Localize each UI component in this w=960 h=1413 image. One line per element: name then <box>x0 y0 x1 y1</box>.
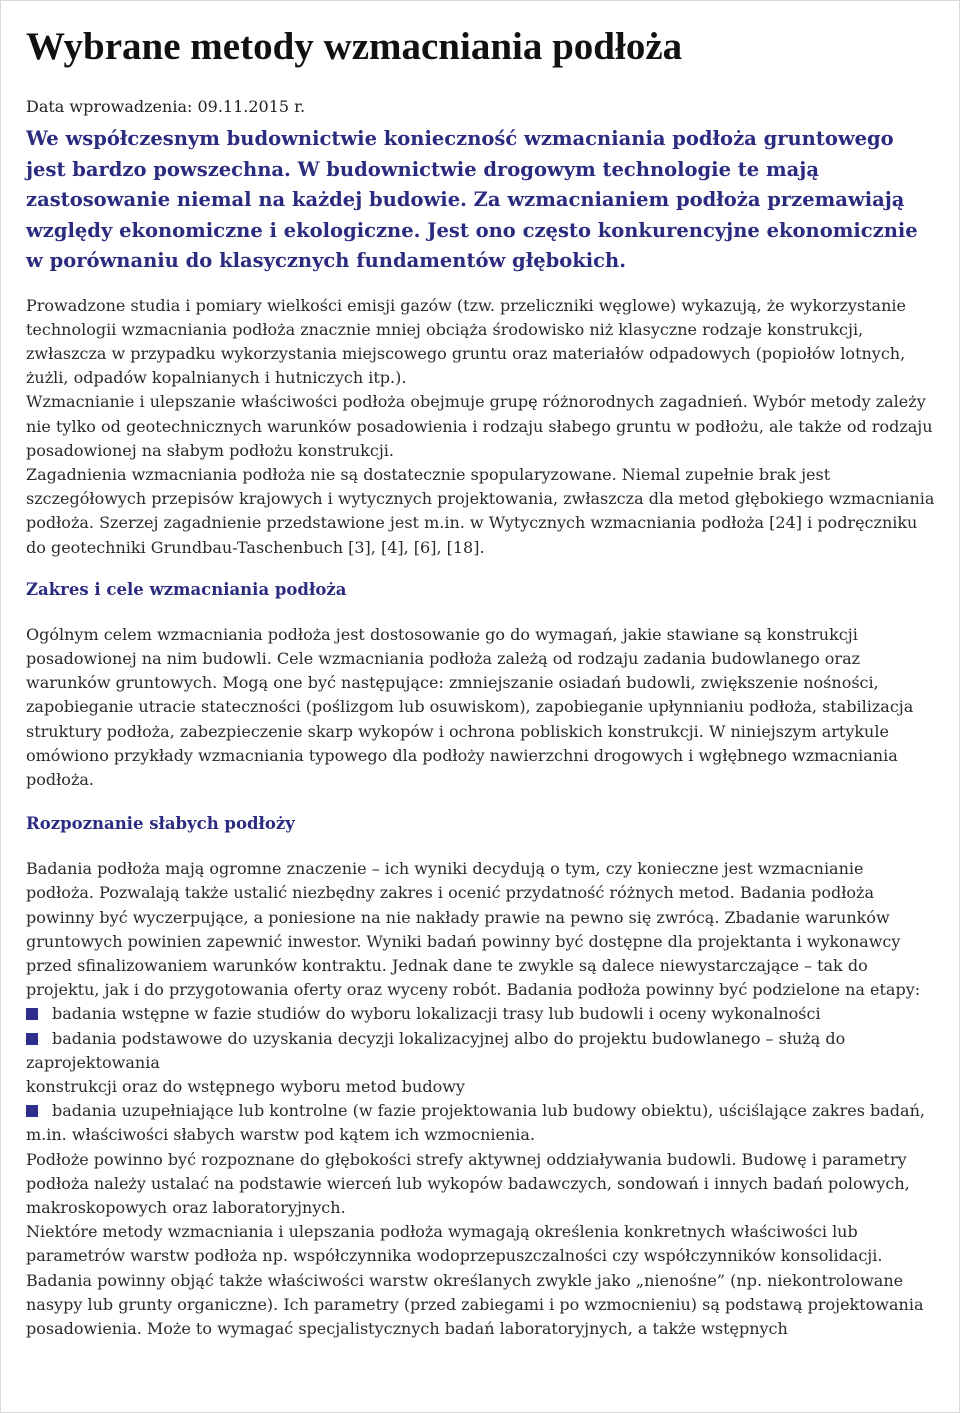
intro-paragraph-2: Wzmacnianie i ulepszanie właściwości podłoża obejmuje grupę różnorodnych zagadnień. Wybór metody zależy nie tylko od geotechnicznych warunków posadowienia i rodzaju słabego gruntu w podłożu, ale także od rodzaju posadowionej na słabym podłożu konstrukcji. <box>26 392 933 460</box>
list-continuation: konstrukcji oraz do wstępnego wyboru metod budowy <box>26 1076 465 1096</box>
lead-paragraph: We współczesnym budownictwie konieczność wzmacniania podłoża gruntowego jest bardzo powszechna. W budownictwie drogowym technologie te mają zastosowanie niemal na każdej budowie. Za wzmacnianiem podłoża przemawiają względy ekonomiczne i ekologiczne. Jest ono często konkurencyjne ekonomicznie w porównaniu do klasycznych fundamentów głębokich. <box>26 127 918 272</box>
square-bullet-icon <box>26 1105 38 1117</box>
stages-list <box>26 1002 935 1075</box>
stages-list-continued <box>26 1099 935 1147</box>
intro-paragraph-3: Zagadnienia wzmacniania podłoża nie są dostatecznie spopularyzowane. Niemal zupełnie brak jest szczegółowych przepisów krajowych i wytycznych projektowania, zwłaszcza dla metod głębokiego wzmacniania podłoża. Szerzej zagadnienie przedstawione jest m.in. w Wytycznych wzmacniania podłoża [24] i podręczniku do geotechniki Grundbau-Taschenbuch [3], [4], [6], [18]. <box>26 464 935 557</box>
list-item: badania uzupełniające lub kontrolne (w fazie projektowania lub budowy obiektu), uściślające zakres badań, m.in. właściwości słabych warstw pod kątem ich wzmocnienia. <box>26 1101 925 1145</box>
list-item: badania podstawowe do uzyskania decyzji lokalizacyjnej albo do projektu budowlanego – służą do zaprojektowania <box>26 1028 846 1072</box>
recognition-paragraph-4: Badania powinny objąć także właściwości warstw określanych zwykle jako „nienośne” (np. niekontrolowane nasypy lub grunty organiczne). Ich parametry (przed zabiegami i po wzmocnieniu) są podstawą projektowania posadowienia. Może to wymagać specjalistycznych badań laboratoryjnych, a także wstępnych <box>26 1270 924 1339</box>
intro-paragraph-1: Prowadzone studia i pomiary wielkości emisji gazów (tzw. przeliczniki węglowe) wykazują, że wykorzystanie technologii wzmacniania podłoża znacznie mniej obciąża środowisko niż klasyczne rodzaje konstrukcji, zwłaszcza w przypadku wykorzystania miejscowego gruntu oraz materiałów odpadowych (popiołów lotnych, żużli, odpadów kopalnianych i hutniczych itp.). <box>26 295 906 388</box>
square-bullet-icon <box>26 1008 38 1020</box>
recognition-paragraph-1: Badania podłoża mają ogromne znaczenie – ich wyniki decydują o tym, czy konieczne jest wzmacnianie podłoża. Pozwalają także ustalić niezbędny zakres i ocenić przydatność różnych metod. Badania podłoża powinny być wyczerpujące, a poniesione na nie nakłady prawie na pewno się zwrócą. Zbadanie warunków gruntowych powinien zapewnić inwestor. Wyniki badań powinny być dostępne dla projektanta i wykonawcy przed sfinalizowaniem warunków kontraktu. Jednak dane te zwykle są dalece niewystarczające – tak do projektu, jak i do przygotowania oferty oraz wyceny robót. Badania podłoża powinny być podzielone na etapy: <box>26 859 921 1000</box>
square-bullet-icon <box>26 1033 38 1045</box>
recognition-paragraph-3: Niektóre metody wzmacniania i ulepszania podłoża wymagają określenia konkretnych właściwości lub parametrów warstw podłoża np. współczynnika wodoprzepuszczalności czy współczynników konsolidacji. <box>26 1222 883 1266</box>
publication-date: Data wprowadzenia: 09.11.2015 r. <box>26 97 306 116</box>
section-heading-recognition: Rozpoznanie słabych podłoży <box>26 814 295 834</box>
scope-paragraph: Ogólnym celem wzmacniania podłoża jest dostosowanie go do wymagań, jakie stawiane są konstrukcji posadowionej na nim budowli. Cele wzmacniania podłoża zależą od rodzaju zadania budowlanego oraz warunków gruntowych. Mogą one być następujące: zmniejszanie osiadań budowli, zwiększenie nośności, zapobieganie utracie stateczności (poślizgom lub osuwiskom), zapobieganie upłynnianiu podłoża, stabilizacja struktury podłoża, zabezpieczenie skarp wykopów i ochrona pobliskich konstrukcji. W niniejszym artykule omówiono przykłady wzmacniania typowego dla podłoży nawierzchni drogowych i wgłębnego wzmacniania podłoża. <box>26 624 914 789</box>
recognition-paragraph-2: Podłoże powinno być rozpoznane do głębokości strefy aktywnej oddziaływania budowli. Budowę i parametry podłoża należy ustalać na podstawie wierceń lub wykopów badawczych, sondowań i innych badań polowych, makroskopowych oraz laboratoryjnych. <box>26 1149 910 1217</box>
list-item: badania wstępne w fazie studiów do wyboru lokalizacji trasy lub budowli i oceny wykonalności <box>26 1002 935 1026</box>
page-title: Wybrane metody wzmacniania podłoża <box>26 25 683 68</box>
section-heading-scope: Zakres i cele wzmacniania podłoża <box>26 579 347 599</box>
